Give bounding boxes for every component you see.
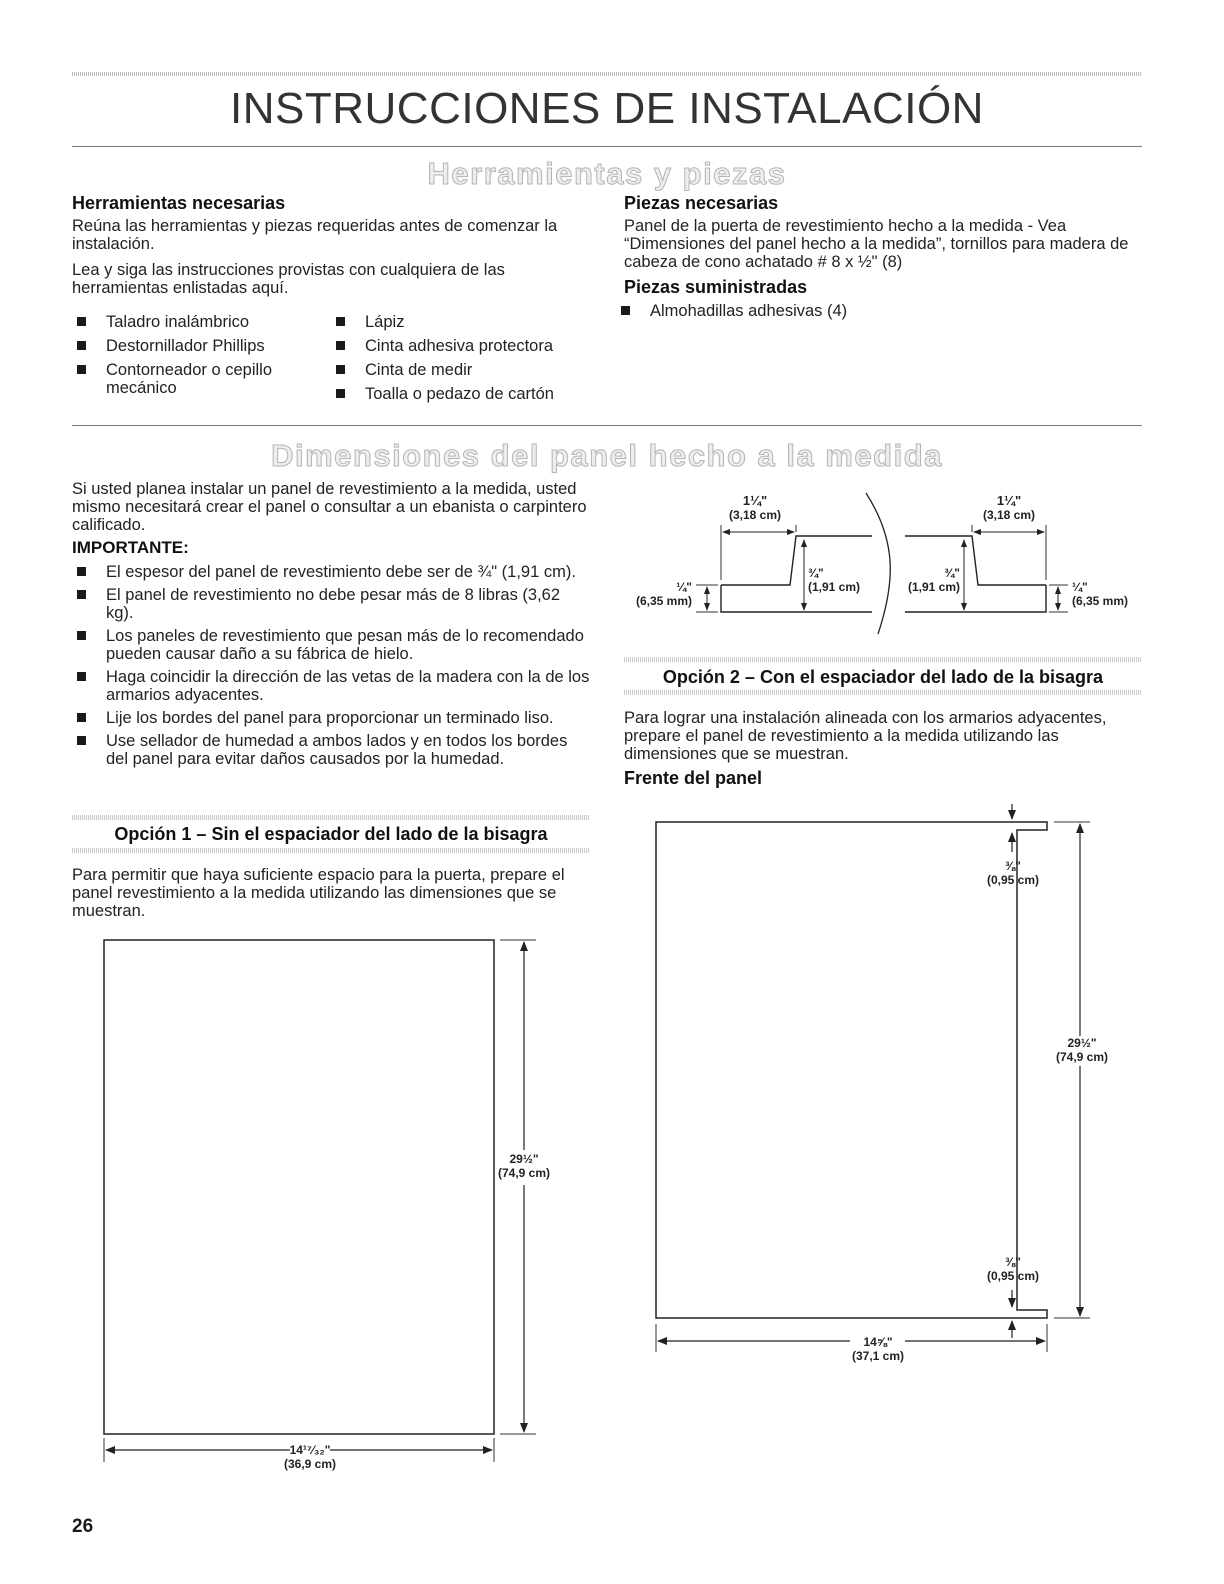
- option2-panel-outline: [656, 822, 1047, 1318]
- option2-height-label: 29½" (74,9 cm): [1055, 1036, 1109, 1064]
- profile-right-top-label: 1¼" (3,18 cm): [982, 493, 1036, 522]
- profile-left-edge-label: ¼" (6,35 mm): [635, 580, 692, 608]
- list-item: Destornillador Phillips: [72, 337, 297, 355]
- tools-para-1: Reúna las herramientas y piezas requeridas antes de comenzar la instalación.: [72, 217, 558, 253]
- section-title-tools-parts: Herramientas y piezas: [427, 156, 787, 191]
- section-title-panel-dimensions: Dimensiones del panel hecho a la medida: [271, 438, 943, 473]
- option1-text: Para permitir que haya suficiente espacio para la puerta, prepare el panel revestimiento a la medida utilizando las dimensiones que se muestran.: [72, 866, 565, 920]
- option1-height-label: 29½" (74,9 cm): [497, 1152, 551, 1180]
- profile-right-thickness-label: ¾" (1,91 cm): [907, 566, 960, 594]
- list-item: Haga coincidir la dirección de las vetas de la madera con la de los armarios adyacentes.: [72, 668, 592, 704]
- dimensions-intro: Si usted planea instalar un panel de revestimiento a la medida, usted mismo necesitará crear el panel o consultar a un ebanista o carpintero calificado.: [72, 480, 587, 534]
- list-item: Taladro inalámbrico: [72, 313, 297, 331]
- option1-title: Opción 1 – Sin el espaciador del lado de la bisagra: [114, 824, 548, 844]
- profile-left-thickness-label: ¾" (1,91 cm): [808, 566, 861, 594]
- parts-needed-text: Panel de la puerta de revestimiento hecho a la medida - Vea “Dimensiones del panel hecho a la medida”, tornillos para madera de cabeza de cono achatado # 8 x ½" (8): [624, 217, 1129, 271]
- list-item: Toalla o pedazo de cartón: [331, 385, 601, 403]
- option2-width-label: 14⅝" (37,1 cm): [851, 1335, 905, 1363]
- important-label: IMPORTANTE:: [72, 538, 189, 557]
- list-item: Contorneador o cepillo mecánico: [72, 361, 297, 397]
- tools-heading: Herramientas necesarias: [72, 193, 286, 213]
- profile-right-edge-label: ¼" (6,35 mm): [1072, 580, 1129, 608]
- option2-notch-top-label: ⅜" (0,95 cm): [986, 859, 1040, 887]
- panel-front-label: Frente del panel: [624, 768, 763, 788]
- option2-title: Opción 2 – Con el espaciador del lado de la bisagra: [662, 667, 1104, 687]
- profile-left-top-label: 1¼" (3,18 cm): [728, 493, 782, 522]
- list-item: Los paneles de revestimiento que pesan más de lo recomendado pueden causar daño a su fábrica de hielo.: [72, 627, 592, 663]
- list-item: El espesor del panel de revestimiento debe ser de ¾" (1,91 cm).: [72, 563, 592, 581]
- list-item: Use sellador de humedad a ambos lados y en todos los bordes del panel para evitar daños causados por la humedad.: [72, 732, 592, 768]
- tools-para-2: Lea y siga las instrucciones provistas con cualquiera de las herramientas enlistadas aquí.: [72, 261, 505, 297]
- list-item: Lápiz: [331, 313, 601, 331]
- parts-supplied-heading: Piezas suministradas: [624, 277, 808, 297]
- option1-width-label: 14¹⁷⁄₃₂" (36,9 cm): [283, 1443, 337, 1471]
- option2-notch-bottom-label: ⅜" (0,95 cm): [986, 1255, 1040, 1283]
- page-title: INSTRUCCIONES DE INSTALACIÓN: [230, 84, 984, 133]
- parts-needed-heading: Piezas necesarias: [624, 193, 779, 213]
- list-item: Almohadillas adhesivas (4): [616, 302, 1134, 320]
- list-item: Cinta adhesiva protectora: [331, 337, 601, 355]
- list-item: Cinta de medir: [331, 361, 601, 379]
- list-item: El panel de revestimiento no debe pesar más de 8 libras (3,62 kg).: [72, 586, 592, 622]
- option2-text: Para lograr una instalación alineada con los armarios adyacentes, prepare el panel de revestimiento a la medida utilizando las dimensiones que se muestran.: [624, 709, 1107, 763]
- page-number: 26: [72, 1516, 94, 1537]
- list-item: Lije los bordes del panel para proporcionar un terminado liso.: [72, 709, 592, 727]
